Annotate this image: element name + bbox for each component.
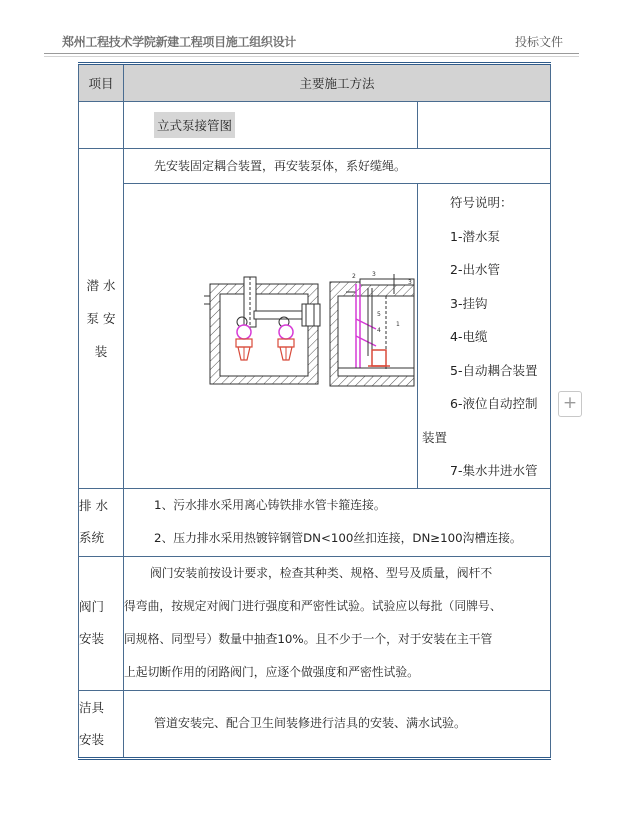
header-divider-secondary (44, 56, 579, 57)
drainage-row (79, 488, 551, 556)
pump-diagram-row (79, 184, 551, 489)
pump-instruction: 先安装固定耦合装置，再安装泵体，系好缆绳。 (124, 149, 551, 184)
text-line: 上起切断作用的闭路阀门，应逐个做强度和严密性试验。 (124, 665, 419, 679)
legend-item: 7-集水井进水管 (450, 463, 538, 478)
category-fixture (79, 690, 124, 758)
legend-title: 符号说明： (450, 195, 513, 210)
category-line: 洁具 (79, 699, 105, 715)
legend-item: 3-挂钩 (450, 295, 488, 311)
category-line: 装 (94, 343, 108, 359)
pump-diagram-cell (124, 184, 418, 489)
text-line: 1、污水排水采用离心铸铁排水管卡箍连接。 (154, 498, 386, 512)
empty-cell (79, 102, 124, 149)
category-line: 泵 安 (86, 310, 116, 326)
text-line: 阀门安装前按设计要求，检查其种类、规格、型号及质量，阀杆不 (150, 566, 493, 580)
pump-instruction-row (79, 149, 551, 184)
text-line: 得弯曲，按规定对阀门进行强度和严密性试验。试验应以每批（同牌号、 (124, 599, 502, 613)
pump-diagram-title-row (79, 102, 551, 149)
column-header-item: 项目 (79, 64, 124, 102)
drainage-text (124, 488, 551, 556)
category-drainage (79, 488, 124, 556)
fixture-text: 管道安装完、配合卫生间装修进行洁具的安装、满水试验。 (124, 690, 551, 758)
header-divider (44, 53, 579, 54)
diagram-title: 立式泵接管图 (154, 112, 235, 138)
category-valve (79, 556, 124, 690)
table-header-row (79, 64, 551, 102)
callout-5: 4 (377, 327, 381, 335)
add-icon-button[interactable]: + (558, 391, 582, 417)
legend-item: 2-出水管 (450, 262, 500, 277)
callout-2: 3 (372, 271, 376, 279)
section-view (330, 274, 414, 386)
callout-3: 3 (408, 279, 412, 287)
construction-method-table (78, 62, 551, 760)
category-line: 系统 (79, 530, 105, 545)
category-line: 阀门 (79, 599, 105, 614)
document-header-title: 郑州工程技术学院新建工程项目施工组织设计 (62, 35, 297, 49)
fixture-row (79, 690, 551, 758)
text-line: 同规格、同型号）数量中抽查10%。且不少于一个，对于安装在主干管 (124, 632, 493, 646)
legend-item: 4-电缆 (450, 329, 488, 344)
category-line: 排 水 (79, 498, 108, 513)
category-line: 安装 (79, 731, 105, 747)
valve-text (124, 556, 551, 690)
legend-item: 5-自动耦合装置 (450, 362, 538, 378)
plan-view (204, 277, 320, 384)
document-type-label: 投标文件 (514, 35, 563, 49)
category-pump-installation (79, 149, 124, 489)
legend-item: 1-潜水泵 (450, 228, 500, 244)
column-header-method: 主要施工方法 (124, 64, 551, 102)
callout-1: 2 (352, 273, 356, 281)
legend-item: 6-液位自动控制 (450, 396, 538, 411)
category-line: 安装 (79, 631, 105, 646)
category-line: 潜 水 (86, 277, 116, 293)
text-line: 2、压力排水采用热镀锌钢管DN<100丝扣连接，DN≥100沟槽连接。 (154, 531, 522, 545)
symbol-legend (418, 184, 551, 489)
empty-cell (418, 102, 551, 149)
diagram-title-cell (124, 102, 418, 149)
pump-installation-diagram (124, 184, 418, 484)
callout-4: 5 (377, 311, 381, 319)
legend-item: 装置 (422, 429, 448, 445)
callout-6: 1 (396, 321, 400, 329)
valve-row (79, 556, 551, 690)
